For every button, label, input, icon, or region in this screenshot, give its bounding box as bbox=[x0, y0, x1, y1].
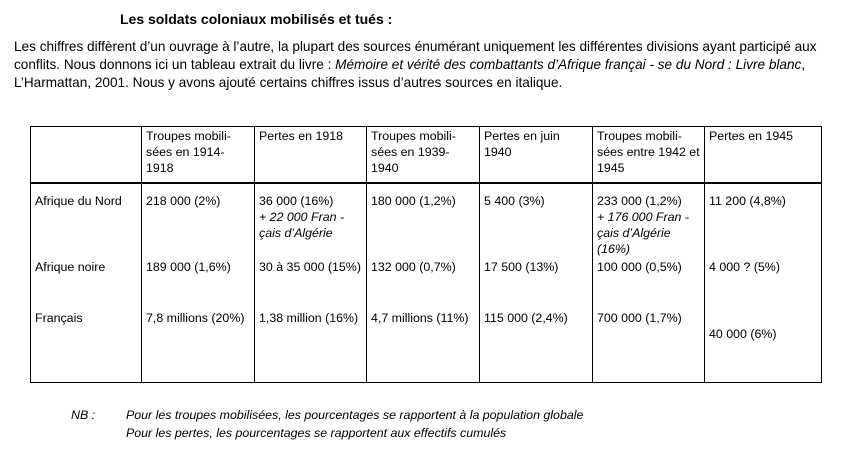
intro-paragraph bbox=[14, 38, 844, 92]
cell-extra-italic: + 176 000 Fran - çais d’Algérie (16%) bbox=[597, 210, 689, 256]
header-cell: Pertes en juin 1940 bbox=[480, 127, 593, 183]
nb-note-line-2: Pour les pertes, les pourcentages se rapportent aux effectifs cumulés bbox=[126, 426, 507, 440]
table-cell: 7,8 millions (20%) bbox=[142, 309, 255, 383]
table-row bbox=[31, 309, 822, 383]
table-cell: 1,38 million (16%) bbox=[255, 309, 367, 383]
casualties-table bbox=[30, 126, 822, 383]
table-cell: 700 000 (1,7%) bbox=[593, 309, 705, 383]
table-header-row bbox=[31, 127, 822, 183]
table-cell bbox=[705, 309, 822, 383]
row-label: Français bbox=[31, 309, 142, 383]
table-cell: 11 200 (4,8%) bbox=[705, 182, 822, 258]
table-cell: 218 000 (2%) bbox=[142, 182, 255, 258]
table-cell: 189 000 (1,6%) bbox=[142, 258, 255, 309]
intro-text-end: , L’Harmattan, 2001. Nous y avons ajouté certains chiffres issus d’autres sources en italique. bbox=[14, 57, 806, 90]
intro-text: Les chiffres diffèrent d’un ouvrage à l’autre, la plupart des sources énumérant uniquement les différentes divisions ayant participé aux conflits. Nous donnons ici un tableau extrait du livre : bbox=[14, 39, 817, 72]
header-cell-empty bbox=[31, 127, 142, 183]
cell-value: 36 000 (16%) bbox=[259, 194, 334, 208]
row-label: Afrique noire bbox=[31, 258, 142, 309]
table-cell: 30 à 35 000 (15%) bbox=[255, 258, 367, 309]
table-row bbox=[31, 258, 822, 309]
nb-label: NB : bbox=[71, 408, 96, 422]
table-cell: 4,7 millions (11%) bbox=[367, 309, 480, 383]
book-title: Mémoire et vérité des combattants d’Afrique françai - se du Nord : Livre blanc bbox=[335, 57, 802, 72]
header-cell: Pertes en 1918 bbox=[255, 127, 367, 183]
table-cell bbox=[593, 182, 705, 258]
row-label: Afrique du Nord bbox=[31, 182, 142, 258]
header-divider bbox=[30, 182, 822, 184]
table-cell: 4 000 ? (5%) bbox=[705, 258, 822, 309]
nb-note-line-1: Pour les troupes mobilisées, les pourcentages se rapportent à la population globale bbox=[126, 408, 584, 422]
header-cell: Troupes mobili-sées en 1914-1918 bbox=[142, 127, 255, 183]
table-cell: 180 000 (1,2%) bbox=[367, 182, 480, 258]
cell-value: 233 000 (1,2%) bbox=[597, 194, 682, 208]
table-row bbox=[31, 182, 822, 258]
table-cell: 5 400 (3%) bbox=[480, 182, 593, 258]
header-cell: Troupes mobili-sées entre 1942 et 1945 bbox=[593, 127, 705, 183]
cell-extra-italic: + 22 000 Fran - çais d’Algérie bbox=[259, 210, 345, 240]
table-cell: 100 000 (0,5%) bbox=[593, 258, 705, 309]
table-cell: 115 000 (2,4%) bbox=[480, 309, 593, 383]
cell-value: 40 000 (6%) bbox=[709, 327, 777, 341]
table-cell: 17 500 (13%) bbox=[480, 258, 593, 309]
table-cell bbox=[255, 182, 367, 258]
header-cell: Pertes en 1945 bbox=[705, 127, 822, 183]
page-title: Les soldats coloniaux mobilisés et tués : bbox=[120, 11, 393, 27]
table-cell: 132 000 (0,7%) bbox=[367, 258, 480, 309]
header-cell: Troupes mobili-sées en 1939-1940 bbox=[367, 127, 480, 183]
